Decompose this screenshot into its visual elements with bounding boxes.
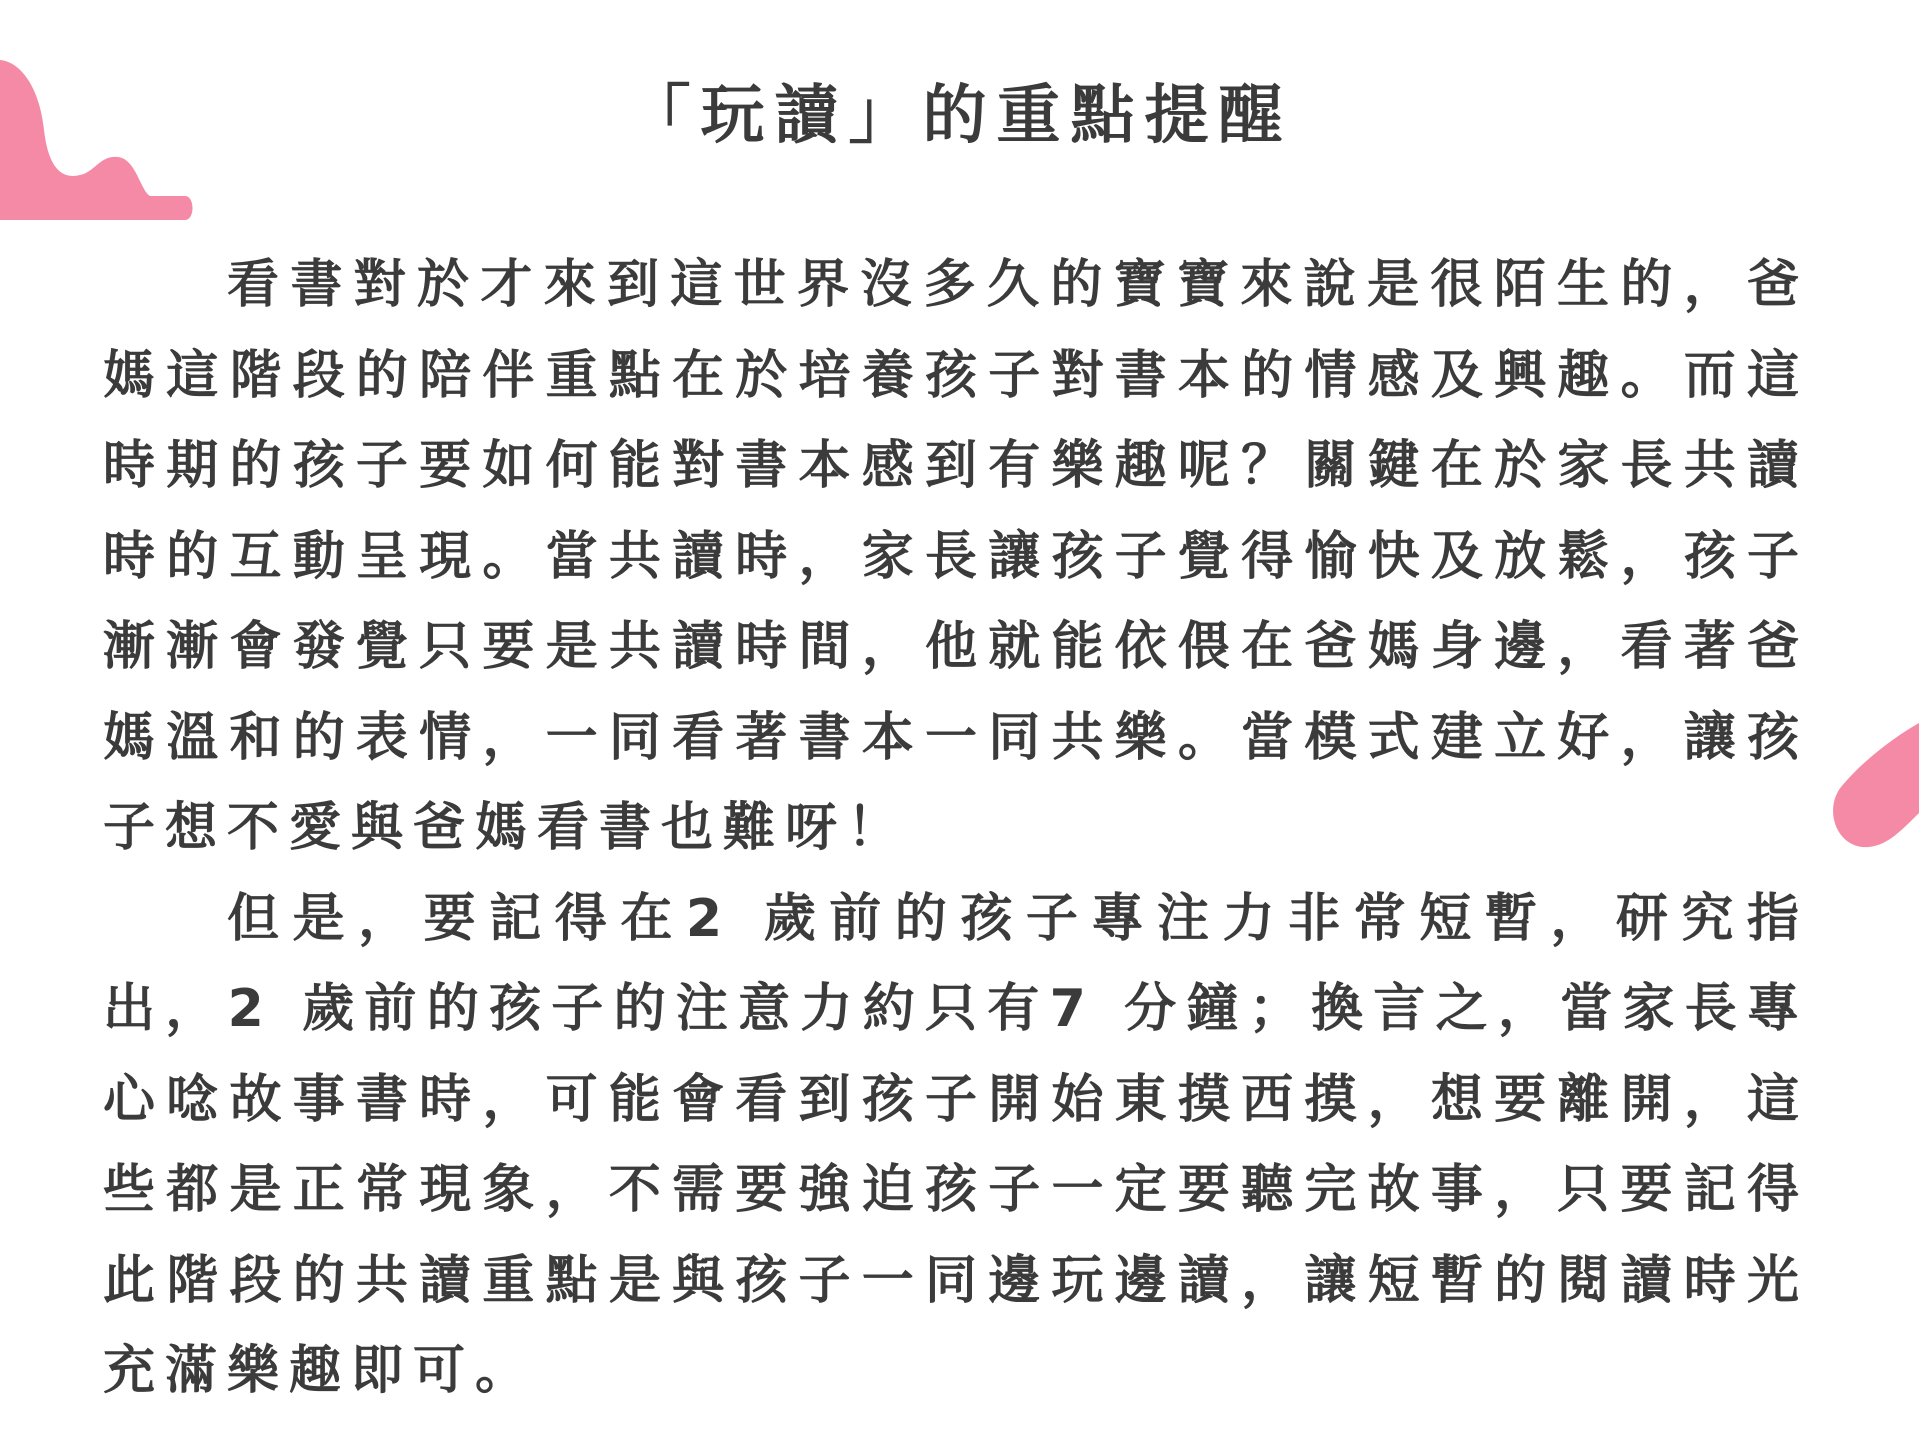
article-body [103,240,1809,1417]
pink-blob-decoration [1829,715,1919,855]
paragraph-1: 看書對於才來到這世界沒多久的寶寶來說是很陌生的，爸媽這階段的陪伴重點在於培養孩子對書本的情感及興趣。而這時期的孩子要如何能對書本感到有樂趣呢？關鍵在於家長共讀時的互動呈現。當共讀時，家長讓孩子覺得愉快及放鬆，孩子漸漸會發覺只要是共讀時間，他就能依偎在爸媽身邊，看著爸媽溫和的表情，一同看著書本一同共樂。當模式建立好，讓孩子想不愛與爸媽看書也難呀！ [103,255,1809,858]
page-title: 「玩讀」的重點提醒 [626,79,1293,153]
paragraph-2: 但是，要記得在2 歲前的孩子專注力非常短暫，研究指出，2 歲前的孩子的注意力約只有7 分鐘；換言之，當家長專心唸故事書時，可能會看到孩子開始東摸西摸，想要離開，這些都是正常現象，不需要強迫孩子一定要聽完故事，只要記得此階段的共讀重點是與孩子一同邊玩邊讀，讓短暫的閱讀時光充滿樂趣即可。 [103,888,1809,1401]
